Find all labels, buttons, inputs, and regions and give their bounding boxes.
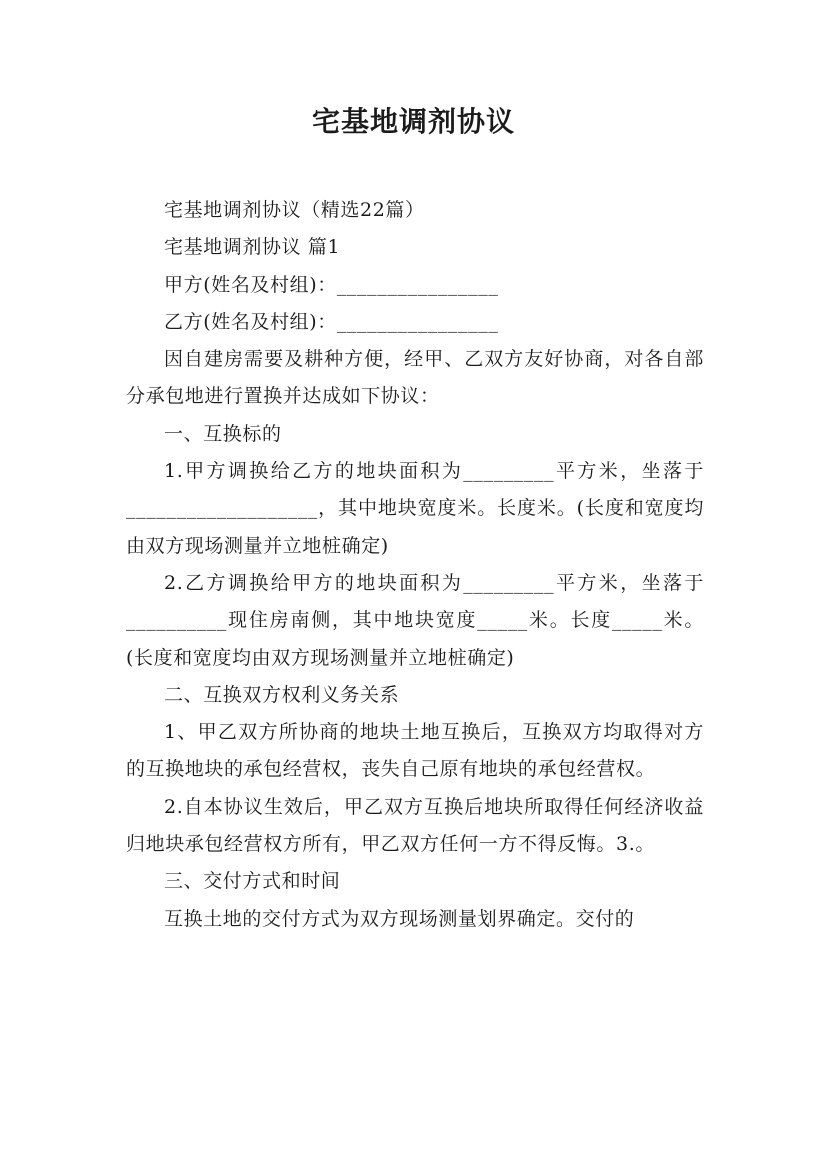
paragraph-party-b: 乙方(姓名及村组)：________________ bbox=[164, 310, 499, 333]
paragraph-clause-2-2: 2.自本协议生效后，甲乙双方互换后地块所取得任何经济收益归地块承包经营权方所有，甲乙双方任何一方不得反悔。3.。 bbox=[126, 795, 704, 856]
document-body bbox=[126, 192, 704, 938]
paragraph-heading-rights: 二、互换双方权利义务关系 bbox=[164, 683, 400, 706]
paragraph-section-heading: 宅基地调剂协议 篇1 bbox=[164, 236, 341, 259]
paragraph-delivery-text: 互换土地的交付方式为双方现场测量划界确定。交付的 bbox=[164, 907, 635, 930]
paragraph-clause-2-1: 1、甲乙双方所协商的地块土地互换后，互换双方均取得对方的互换地块的承包经营权，丧失自己原有地块的承包经营权。 bbox=[126, 721, 704, 781]
document-title: 宅基地调剂协议 bbox=[311, 105, 515, 138]
paragraph-subtitle: 宅基地调剂协议（精选22篇） bbox=[164, 199, 425, 221]
paragraph-party-a: 甲方(姓名及村组)：________________ bbox=[164, 273, 499, 296]
paragraph-preamble: 因自建房需要及耕种方便，经甲、乙双方友好协商，对各自部分承包地进行置换并达成如下协议： bbox=[126, 348, 704, 408]
paragraph-clause-1-1: 1.甲方调换给乙方的地块面积为_________平方米，坐落于___________________，其中地块宽度米。长度米。(长度和宽度均由双方现场测量并立地桩确定) bbox=[126, 460, 704, 557]
paragraph-heading-delivery: 三、交付方式和时间 bbox=[164, 870, 341, 893]
paragraph-clause-1-2: 2.乙方调换给甲方的地块面积为_________平方米，坐落于__________现住房南侧，其中地块宽度_____米。长度_____米。(长度和宽度均由双方现场测量并立地桩确定) bbox=[126, 571, 704, 669]
paragraph-heading-exchange-subject: 一、互换标的 bbox=[164, 422, 282, 445]
